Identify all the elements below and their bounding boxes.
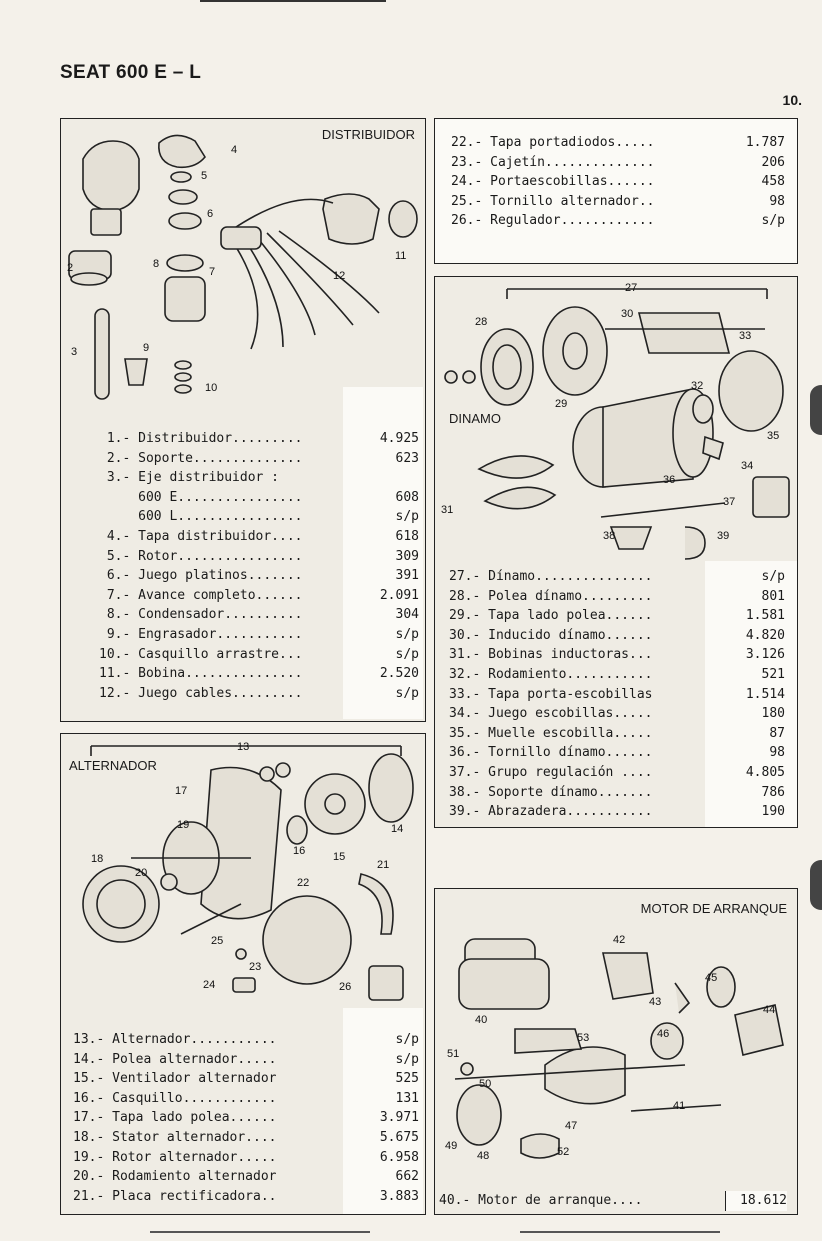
parts-row: 20.- Rodamiento alternador 662 [73,1167,419,1187]
callout-53: 53 [577,1032,590,1044]
callout-43: 43 [649,996,662,1008]
motor-arranque-exploded-diagram [435,889,797,1179]
callout-29: 29 [555,398,568,410]
parts-row: 15.- Ventilador alternador 525 [73,1069,419,1089]
parts-row: 6.- Juego platinos....... 391 [99,566,419,586]
alternador-title: ALTERNADOR [69,758,157,773]
callout-12: 12 [333,270,346,282]
callout-41: 41 [673,1100,686,1112]
callout-6: 6 [207,208,214,220]
parts-row: 25.- Tornillo alternador.. 98 [451,192,785,212]
callout-46: 46 [657,1028,670,1040]
page-title: SEAT 600 E – L [60,62,202,83]
binder-hole-bottom [810,860,822,910]
parts-row: 600 L................ s/p [99,507,419,527]
distribuidor-parts-list [99,429,419,703]
parts-row: 23.- Cajetín.............. 206 [451,153,785,173]
callout-51: 51 [447,1048,460,1060]
parts-row: 26.- Regulador............ s/p [451,211,785,231]
parts-row: 4.- Tapa distribuidor.... 618 [99,527,419,547]
callout-14: 14 [391,823,404,835]
distribuidor-exploded-diagram [61,119,425,419]
distribuidor-title: DISTRIBUIDOR [321,127,415,142]
parts-row: 33.- Tapa porta-escobillas 1.514 [449,685,785,705]
parts-row: 16.- Casquillo............ 131 [73,1089,419,1109]
callout-22: 22 [297,877,310,889]
parts-row: 27.- Dínamo............... s/p [449,567,785,587]
parts-row: 40.- Motor de arranque.... 18.612 [439,1191,787,1211]
alternador-extras-list [451,133,785,231]
parts-row: 34.- Juego escobillas..... 180 [449,704,785,724]
callout-25: 25 [211,935,224,947]
parts-row: 21.- Placa rectificadora.. 3.883 [73,1187,419,1207]
parts-row: 5.- Rotor................ 309 [99,547,419,567]
callout-18: 18 [91,853,104,865]
parts-row: 24.- Portaescobillas...... 458 [451,172,785,192]
callout-15: 15 [333,851,346,863]
parts-row: 19.- Rotor alternador..... 6.958 [73,1148,419,1168]
callout-48: 48 [477,1150,490,1162]
callout-3: 3 [71,346,78,358]
page-number: 10. [782,92,802,108]
callout-24: 24 [203,979,216,991]
callout-32: 32 [691,380,704,392]
callout-44: 44 [763,1004,776,1016]
callout-17: 17 [175,785,188,797]
callout-9: 9 [143,342,150,354]
parts-row: 22.- Tapa portadiodos..... 1.787 [451,133,785,153]
callout-16: 16 [293,845,306,857]
parts-row: 12.- Juego cables......... s/p [99,684,419,704]
callout-36: 36 [663,474,676,486]
callout-10: 10 [205,382,218,394]
callout-45: 45 [705,972,718,984]
callout-52: 52 [557,1146,570,1158]
parts-row: 37.- Grupo regulación .... 4.805 [449,763,785,783]
callout-35: 35 [767,430,780,442]
parts-row: 3.- Eje distribuidor : [99,470,280,486]
callout-26: 26 [339,981,352,993]
motor-arranque-panel [434,888,798,1215]
parts-row: 13.- Alternador........... s/p [73,1030,419,1050]
callout-13: 13 [237,741,250,753]
callout-11: 11 [395,250,407,262]
alternador-parts-list [73,1030,419,1206]
callout-5: 5 [201,170,208,182]
callout-23: 23 [249,961,262,973]
motor-arranque-parts-list [439,1191,787,1211]
callout-19: 19 [177,819,190,831]
alternador-panel [60,733,426,1215]
callout-42: 42 [613,934,626,946]
callout-49: 49 [445,1140,458,1152]
callout-33: 33 [739,330,752,342]
parts-row: 36.- Tornillo dínamo...... 98 [449,743,785,763]
parts-row: 35.- Muelle escobilla..... 87 [449,724,785,744]
callout-2: 2 [67,262,74,274]
parts-row: 39.- Abrazadera........... 190 [449,802,785,822]
dinamo-panel [434,276,798,828]
parts-row: 7.- Avance completo...... 2.091 [99,586,419,606]
callout-38: 38 [603,530,616,542]
parts-row: 14.- Polea alternador..... s/p [73,1050,419,1070]
dinamo-title: DINAMO [449,411,501,426]
bottom-rule-left [150,1231,370,1233]
parts-row: 18.- Stator alternador.... 5.675 [73,1128,419,1148]
parts-row: 8.- Condensador.......... 304 [99,605,419,625]
callout-31: 31 [441,504,454,516]
callout-37: 37 [723,496,736,508]
parts-row: 600 E................ 608 [99,488,419,508]
top-rule [200,0,386,2]
parts-row: 28.- Polea dínamo......... 801 [449,587,785,607]
callout-50: 50 [479,1078,492,1090]
dinamo-parts-list [449,567,785,822]
motor-arranque-title: MOTOR DE ARRANQUE [640,901,787,916]
callout-20: 20 [135,867,148,879]
callout-27: 27 [625,282,638,294]
parts-row: 11.- Bobina............... 2.520 [99,664,419,684]
callout-4: 4 [231,144,238,156]
parts-row: 10.- Casquillo arrastre... s/p [99,645,419,665]
binder-hole-top [810,385,822,435]
callout-40: 40 [475,1014,488,1026]
parts-row: 29.- Tapa lado polea...... 1.581 [449,606,785,626]
alternador-extras-panel [434,118,798,264]
parts-row: 2.- Soporte.............. 623 [99,449,419,469]
parts-row: 32.- Rodamiento........... 521 [449,665,785,685]
parts-row: 38.- Soporte dínamo....... 786 [449,783,785,803]
parts-row: 17.- Tapa lado polea...... 3.971 [73,1108,419,1128]
callout-47: 47 [565,1120,578,1132]
dinamo-exploded-diagram [435,277,797,561]
distribuidor-panel [60,118,426,722]
parts-row: 1.- Distribuidor......... 4.925 [99,429,419,449]
bottom-rule-right [520,1231,720,1233]
parts-row: 9.- Engrasador........... s/p [99,625,419,645]
callout-34: 34 [741,460,754,472]
parts-row: 31.- Bobinas inductoras... 3.126 [449,645,785,665]
parts-row: 30.- Inducido dínamo...... 4.820 [449,626,785,646]
alternador-exploded-diagram [61,734,425,1034]
callout-21: 21 [377,859,390,871]
callout-8: 8 [153,258,160,270]
callout-30: 30 [621,308,634,320]
callout-39: 39 [717,530,730,542]
callout-7: 7 [209,266,216,278]
callout-28: 28 [475,316,488,328]
